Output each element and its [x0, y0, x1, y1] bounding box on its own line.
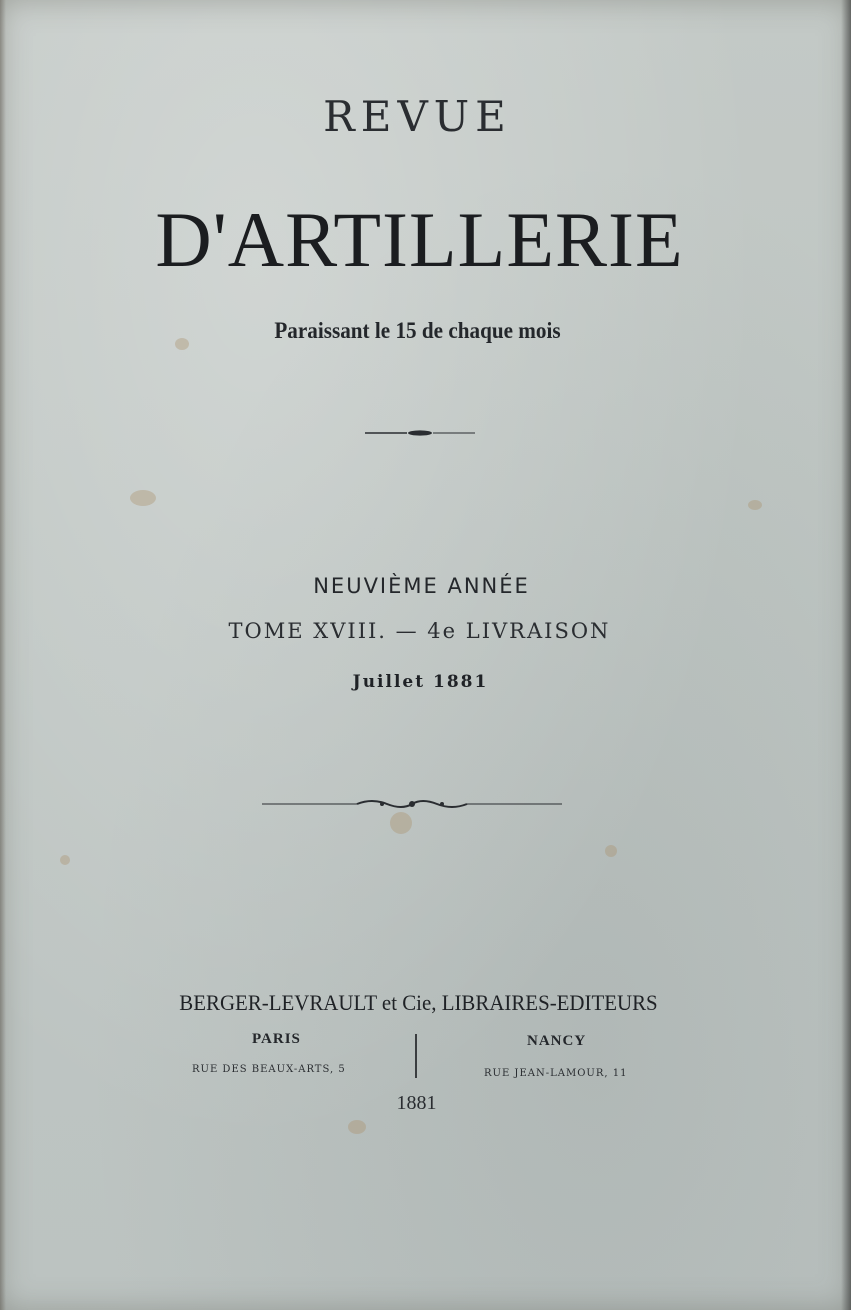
- foxing-spot: [348, 1120, 366, 1134]
- volume-line: TOME XVIII. — 4e LIVRAISON: [228, 619, 611, 643]
- foxing-spot: [130, 490, 156, 506]
- publisher-line: BERGER-LEVRAULT et Cie, LIBRAIRES-EDITEURS: [179, 990, 658, 1015]
- foxing-spot: [605, 845, 617, 857]
- nancy-city: NANCY: [527, 1033, 587, 1049]
- issue-date: Juillet 1881: [352, 672, 489, 692]
- publication-year: 1881: [396, 1092, 437, 1114]
- foxing-spot: [390, 812, 412, 834]
- foxing-spot: [60, 855, 70, 865]
- paris-city: PARIS: [252, 1031, 301, 1047]
- address-divider: [415, 1034, 417, 1078]
- lower-ornament-icon: [262, 796, 562, 812]
- header-revue: REVUE: [323, 92, 512, 141]
- nancy-address: RUE JEAN-LAMOUR, 11: [484, 1068, 628, 1079]
- paris-address: RUE DES BEAUX-ARTS, 5: [192, 1064, 346, 1075]
- periodicity-line: Paraissant le 15 de chaque mois: [274, 318, 561, 343]
- cover-title: D'ARTILLERIE: [155, 196, 684, 283]
- year-of-publication-label: NEUVIÈME ANNÉE: [313, 574, 530, 598]
- foxing-spot: [748, 500, 762, 510]
- top-ornament-icon: [365, 426, 475, 440]
